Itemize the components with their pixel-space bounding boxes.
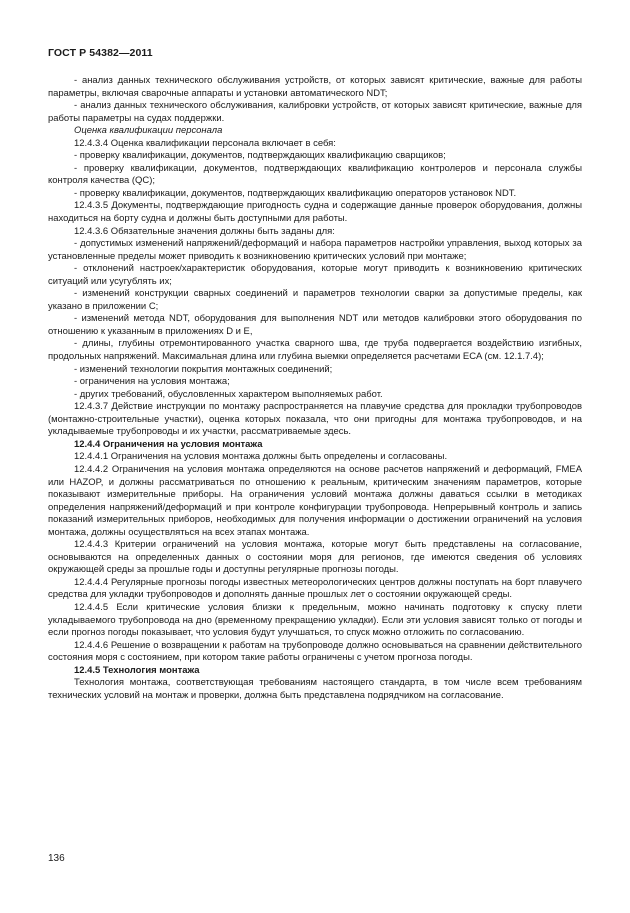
standard-header: ГОСТ Р 54382—2011 — [48, 47, 153, 59]
paragraph: - проверку квалификации, документов, подтверждающих квалификацию контролеров и персонала службы контроля качества (QC); — [48, 162, 582, 187]
paragraph: 12.4.3.4 Оценка квалификации персонала включает в себя: — [74, 137, 336, 149]
paragraph: - изменений метода NDT, оборудования для выполнения NDT или методов калибровки этого оборудования по отношению к указанным в приложениях D и E, — [48, 313, 582, 337]
paragraph: - допустимых изменений напряжений/деформаций и набора параметров настройки управления, выход которых за установленные пределы может приводить к возникновению критических условий при монтаже; — [48, 238, 582, 262]
paragraph: - изменений конструкции сварных соединений и параметров технологии сварки за допустимые пределы, как указано в приложении C; — [48, 288, 582, 312]
paragraph: Технология монтажа, соответствующая требованиям настоящего стандарта, в том числе всем требованиям технических условий на монтаж и проверки, должна быть представлена подрядчиком на согласование. — [48, 677, 582, 701]
document-body — [48, 75, 582, 702]
paragraph: - отклонений настроек/характеристик оборудования, которые могут приводить к возникновению критических ситуаций или усугублять их; — [48, 263, 582, 287]
section-heading: 12.4.4 Ограничения на условия монтажа — [74, 438, 263, 450]
paragraph: - изменений технологии покрытия монтажных соединений; — [74, 363, 333, 375]
paragraph: 12.4.3.7 Действие инструкции по монтажу распространяется на плавучие средства для прокладки трубопроводов (монтажно-строительные участки), оценка которых показала, что они пригодны для монтажа трубопроводов, и на укладываемые трубопроводы и их участки, рассматриваемые здесь. — [48, 401, 582, 438]
paragraph: 12.4.3.6 Обязательные значения должны быть заданы для: — [74, 225, 335, 237]
paragraph: - анализ данных технического обслуживания, калибровки устройств, от которых зависят критические, важные для работы параметры на судах поддержки. — [48, 100, 582, 124]
paragraph: - длины, глубины отремонтированного участка сварного шва, где труба подвергается воздействию изгибных, продольных напряжений. Максимальная длина или глубина выемки определяется расчетами ECA (см. 12.1.7.4); — [48, 338, 582, 363]
paragraph: 12.4.4.5 Если критические условия близки к предельным, можно начинать подготовку к спуску плети укладываемого трубопровода на дно (временному прекращению укладки). Если эти условия зависят только от погоды и если прогноз погоды показывает, что условия будут улучшаться, то спуск можно отложить по согласованию. — [48, 601, 582, 639]
paragraph: - анализ данных технического обслуживания устройств, от которых зависят критические, важные для работы параметры, включая сварочные аппараты и установки автоматического NDT; — [48, 75, 582, 99]
paragraph: 12.4.4.4 Регулярные прогнозы погоды известных метеорологических центров должны поступать на борт плавучего средства для укладки трубопроводов и дополнять данные прошлых лет о состоянии окружающей среды. — [48, 576, 582, 601]
section-heading: 12.4.5 Технология монтажа — [74, 664, 200, 676]
page-number: 136 — [48, 853, 65, 864]
paragraph: 12.4.4.2 Ограничения на условия монтажа определяются на основе расчетов напряжений и деформаций, FMEA или HAZOP, и должны рассматриваться по отношению к реальным, критическим значениям параметров, которые показывают измерительные приборы. На ограничения условий монтажа должны даваться ссылки в методиках определения напряжений/деформаций и при контроле конфигурации трубопровода. Непрерывный контроль и запись показаний измерительных приборов, необходимых для получения информации о достижении ограничений на условия монтажа, должны осуществляться на всех этапах монтажа. — [48, 463, 582, 538]
paragraph: - проверку квалификации, документов, подтверждающих квалификацию сварщиков; — [74, 150, 446, 162]
paragraph: 12.4.4.3 Критерии ограничений на условия монтажа, которые могут быть представлены на согласование, основываются на определенных данных о состоянии моря для регионов, где имеются сведения об условиях окружающей среды за прошлые годы и доступны регулярные прогнозы погоды. — [48, 539, 582, 576]
paragraph: - ограничения на условия монтажа; — [74, 376, 230, 388]
paragraph: - проверку квалификации, документов, подтверждающих квалификацию операторов установок NDT. — [74, 187, 517, 199]
paragraph: 12.4.4.6 Решение о возвращении к работам на трубопроводе должно основываться на сравнении действительного состояния моря с состоянием, при котором такие работы ограничены с учетом прогноза погоды. — [48, 639, 582, 664]
paragraph: 12.4.3.5 Документы, подтверждающие пригодность судна и содержащие данные проверок оборудования, должны находиться на борту судна и должны быть доступными для работы. — [48, 200, 582, 225]
paragraph: - других требований, обусловленных характером выполняемых работ. — [74, 388, 383, 400]
subsection-caption: Оценка квалификации персонала — [74, 125, 223, 137]
paragraph: 12.4.4.1 Ограничения на условия монтажа должны быть определены и согласованы. — [74, 451, 448, 463]
